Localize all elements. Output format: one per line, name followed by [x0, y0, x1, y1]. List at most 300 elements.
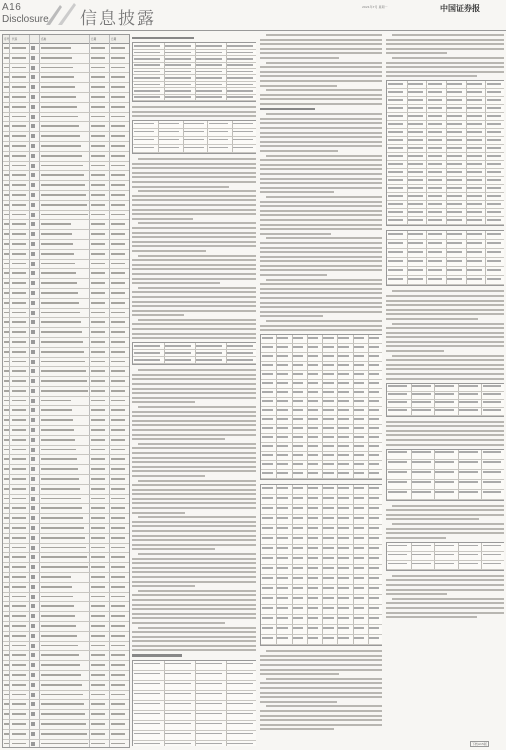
data-table	[386, 230, 504, 286]
text-line	[132, 328, 256, 330]
table-row	[3, 162, 129, 172]
text-line	[392, 505, 504, 507]
table-row	[3, 622, 129, 632]
text-line	[260, 141, 382, 143]
table-row	[387, 490, 504, 500]
text-line	[260, 242, 382, 244]
table-row	[3, 142, 129, 152]
table-row	[133, 711, 256, 721]
article-column-4	[386, 34, 504, 746]
table-row	[3, 544, 129, 554]
text-line	[386, 612, 504, 614]
data-table	[132, 120, 256, 154]
text-line	[386, 336, 504, 338]
text-line	[260, 182, 382, 184]
table-row	[3, 348, 129, 358]
text-line	[260, 48, 382, 50]
table-row	[387, 169, 504, 177]
table-row	[3, 103, 129, 113]
text-line	[260, 57, 339, 59]
section-heading	[132, 37, 194, 39]
text-line	[132, 245, 256, 247]
text-line	[132, 484, 256, 486]
table-row	[3, 406, 129, 416]
text-line	[386, 350, 444, 352]
data-table	[132, 660, 256, 746]
text-line	[386, 295, 504, 297]
text-line	[266, 155, 382, 157]
text-line	[386, 327, 504, 329]
table-row	[387, 552, 504, 561]
text-line	[386, 589, 504, 591]
text-line	[386, 341, 504, 343]
table-row	[261, 555, 382, 565]
table-row	[261, 505, 382, 515]
text-line	[132, 461, 256, 463]
text-line	[132, 310, 256, 312]
text-line	[260, 673, 339, 675]
table-row	[3, 73, 129, 83]
text-line	[392, 523, 504, 525]
text-line	[132, 232, 256, 234]
table-row	[3, 534, 129, 544]
table-row	[3, 671, 129, 681]
table-row	[387, 480, 504, 490]
text-line	[260, 103, 382, 105]
table-row	[3, 191, 129, 201]
text-line	[132, 392, 256, 394]
text-line	[266, 237, 382, 239]
table-row	[261, 434, 382, 443]
table-row	[133, 741, 256, 746]
text-line	[132, 301, 256, 303]
table-row	[3, 436, 129, 446]
text-line	[132, 489, 256, 491]
text-line	[132, 562, 256, 564]
text-line	[266, 196, 382, 198]
table-row	[261, 452, 382, 461]
table-row	[133, 137, 256, 145]
text-line	[132, 374, 256, 376]
text-line	[138, 443, 256, 445]
text-line	[260, 719, 382, 721]
text-line	[386, 300, 504, 302]
text-line	[132, 548, 215, 550]
text-line	[132, 539, 256, 541]
text-line	[386, 48, 504, 50]
text-line	[132, 438, 225, 440]
text-line	[260, 98, 382, 100]
text-line	[260, 127, 382, 129]
table-row	[387, 249, 504, 258]
text-line	[386, 425, 504, 427]
text-line	[132, 581, 256, 583]
text-line	[132, 502, 256, 504]
table-row	[387, 105, 504, 113]
text-line	[392, 355, 504, 357]
data-table	[386, 542, 504, 571]
table-row	[3, 426, 129, 436]
text-line	[260, 224, 382, 226]
text-line	[260, 669, 382, 671]
table-row	[3, 563, 129, 573]
text-line	[260, 201, 382, 203]
text-line	[132, 333, 256, 335]
text-line	[260, 118, 382, 120]
table-row	[387, 193, 504, 201]
text-line	[260, 75, 382, 77]
text-line	[260, 728, 334, 730]
text-line	[260, 256, 382, 258]
table-row	[133, 721, 256, 731]
table-row	[387, 276, 504, 285]
table-row	[387, 267, 504, 276]
table-row	[3, 387, 129, 397]
table-row	[3, 299, 129, 309]
text-line	[132, 397, 256, 399]
text-line	[132, 429, 256, 431]
table-row	[261, 416, 382, 425]
table-row	[261, 535, 382, 545]
text-line	[386, 378, 504, 380]
text-line	[132, 172, 256, 174]
text-line	[260, 302, 382, 304]
text-line	[266, 705, 382, 707]
table-row	[387, 97, 504, 105]
text-line	[260, 265, 382, 267]
text-line	[138, 158, 256, 160]
table-row	[3, 279, 129, 289]
text-line	[386, 518, 479, 520]
table-row	[3, 455, 129, 465]
table-row	[3, 269, 129, 279]
table-row	[387, 240, 504, 249]
table-row	[133, 661, 256, 671]
text-line	[386, 444, 504, 446]
text-line	[386, 593, 447, 595]
table-row	[387, 145, 504, 153]
text-line	[266, 34, 382, 36]
text-line	[132, 636, 256, 638]
table-row	[3, 338, 129, 348]
text-line	[138, 480, 256, 482]
table-row	[3, 524, 129, 534]
text-line	[260, 150, 338, 152]
text-line	[132, 535, 256, 537]
table-row	[3, 475, 129, 485]
table-row	[133, 731, 256, 741]
table-row	[261, 425, 382, 434]
table-row	[261, 461, 382, 470]
table-row	[261, 495, 382, 505]
table-row	[387, 89, 504, 97]
text-line	[260, 85, 337, 87]
text-line	[386, 345, 504, 347]
text-line	[260, 210, 382, 212]
table-row	[387, 400, 504, 408]
text-line	[132, 264, 256, 266]
text-line	[132, 337, 256, 339]
text-line	[132, 305, 256, 307]
table-row	[3, 122, 129, 132]
text-line	[260, 122, 382, 124]
text-line	[386, 579, 504, 581]
text-line	[392, 323, 504, 325]
text-line	[132, 498, 256, 500]
text-line	[132, 250, 206, 252]
text-line	[386, 532, 504, 534]
table-row	[387, 460, 504, 470]
text-line	[132, 296, 256, 298]
text-line	[386, 514, 504, 516]
text-line	[132, 475, 205, 477]
table-row	[3, 211, 129, 221]
text-line	[132, 493, 256, 495]
data-table	[260, 334, 382, 480]
table-row	[261, 335, 382, 344]
data-table	[386, 383, 504, 417]
table-row	[3, 260, 129, 270]
text-line	[260, 306, 382, 308]
text-line	[260, 329, 382, 331]
text-line	[260, 178, 382, 180]
table-row	[3, 661, 129, 671]
text-line	[260, 297, 382, 299]
text-line	[260, 701, 337, 703]
table-row	[387, 121, 504, 129]
text-line	[260, 325, 382, 327]
text-line	[132, 167, 256, 169]
text-line	[260, 274, 327, 276]
text-line	[132, 521, 256, 523]
text-line	[260, 80, 382, 82]
table-row	[387, 392, 504, 400]
text-line	[132, 631, 256, 633]
text-line	[132, 186, 229, 188]
text-line	[392, 598, 504, 600]
text-line	[260, 655, 382, 657]
text-line	[132, 241, 256, 243]
text-line	[260, 292, 382, 294]
table-row	[3, 93, 129, 103]
text-line	[260, 710, 382, 712]
table-row	[3, 495, 129, 505]
header-rule	[0, 30, 506, 31]
text-line	[132, 115, 256, 117]
text-line	[132, 411, 256, 413]
text-line	[386, 43, 504, 45]
table-row	[3, 514, 129, 524]
text-line	[260, 43, 382, 45]
table-row	[261, 398, 382, 407]
table-row	[3, 132, 129, 142]
text-line	[132, 613, 256, 615]
text-line	[260, 66, 382, 68]
table-row	[3, 710, 129, 720]
table-row	[387, 450, 504, 460]
text-line	[132, 457, 256, 459]
table-row	[3, 602, 129, 612]
table-row	[133, 121, 256, 129]
text-line	[260, 173, 382, 175]
text-line	[386, 421, 504, 423]
text-line	[260, 214, 382, 216]
text-line	[266, 113, 382, 115]
text-line	[132, 530, 256, 532]
table-row	[387, 161, 504, 169]
table-row	[133, 145, 256, 153]
data-table	[132, 342, 256, 365]
table-row	[133, 691, 256, 701]
page-number: A16	[2, 2, 22, 13]
text-line	[386, 313, 504, 315]
table-row	[3, 113, 129, 123]
text-line	[260, 687, 382, 689]
table-row	[261, 575, 382, 585]
table-row	[3, 485, 129, 495]
text-line	[138, 319, 256, 321]
text-line	[386, 373, 504, 375]
page-header	[0, 0, 506, 28]
table-row	[387, 231, 504, 240]
table-row	[261, 485, 382, 495]
table-row	[3, 367, 129, 377]
text-line	[132, 567, 256, 569]
text-line	[138, 516, 256, 518]
text-line	[260, 94, 382, 96]
table-row	[387, 185, 504, 193]
table-row	[3, 54, 129, 64]
table-row	[261, 615, 382, 625]
table-row	[387, 153, 504, 161]
text-line	[260, 311, 382, 313]
text-line	[386, 66, 504, 68]
section-heading	[260, 108, 315, 110]
text-line	[132, 608, 256, 610]
text-line	[132, 617, 256, 619]
text-line	[138, 590, 256, 592]
text-line	[132, 558, 256, 560]
table-row	[261, 595, 382, 605]
text-line	[260, 205, 382, 207]
table-row	[387, 113, 504, 121]
text-line	[132, 218, 193, 220]
table-row	[3, 309, 129, 319]
table-row	[3, 201, 129, 211]
text-line	[386, 359, 504, 361]
table-row	[387, 177, 504, 185]
text-line	[132, 640, 256, 642]
text-line	[386, 368, 504, 370]
text-line	[386, 509, 504, 511]
table-row	[3, 250, 129, 260]
table-row	[3, 651, 129, 661]
table-row	[3, 681, 129, 691]
table-row	[261, 371, 382, 380]
text-line	[260, 247, 382, 249]
text-line	[132, 622, 225, 624]
text-line	[260, 187, 382, 189]
text-line	[260, 288, 382, 290]
text-line	[132, 314, 184, 316]
table-row	[261, 344, 382, 353]
text-line	[132, 507, 256, 509]
text-line	[386, 584, 504, 586]
table-row	[3, 152, 129, 162]
text-line	[260, 659, 382, 661]
table-row	[387, 81, 504, 89]
text-line	[132, 291, 256, 293]
table-row	[3, 583, 129, 593]
text-line	[132, 424, 256, 426]
text-line	[386, 430, 504, 432]
table-row	[261, 389, 382, 398]
table-row	[3, 377, 129, 387]
table-row	[387, 408, 504, 416]
text-line	[386, 304, 504, 306]
text-line	[266, 650, 382, 652]
text-line	[260, 145, 382, 147]
table-row	[3, 465, 129, 475]
table-row	[261, 407, 382, 416]
table-row	[3, 612, 129, 622]
table-row	[387, 470, 504, 480]
table-row	[3, 64, 129, 74]
table-row	[133, 95, 256, 101]
table-row	[3, 171, 129, 181]
text-line	[392, 57, 504, 59]
text-line	[132, 213, 256, 215]
text-line	[386, 537, 446, 539]
text-line	[386, 71, 504, 73]
section-heading	[132, 654, 182, 656]
text-line	[260, 71, 382, 73]
text-line	[132, 273, 256, 275]
text-line	[386, 62, 504, 64]
table-row	[261, 443, 382, 452]
table-row	[3, 318, 129, 328]
text-line	[132, 163, 256, 165]
text-line	[132, 544, 256, 546]
text-line	[138, 627, 256, 629]
text-line	[386, 39, 504, 41]
table-row	[3, 220, 129, 230]
text-line	[260, 682, 382, 684]
table-row	[133, 350, 256, 357]
text-line	[386, 75, 477, 77]
table-row	[133, 129, 256, 137]
text-line	[260, 191, 334, 193]
table-row	[3, 642, 129, 652]
text-line	[132, 227, 256, 229]
text-line	[132, 420, 256, 422]
text-line	[260, 233, 331, 235]
table-row	[3, 181, 129, 191]
text-line	[260, 39, 382, 41]
table-row	[3, 553, 129, 563]
table-row	[261, 525, 382, 535]
section-name-english: Disclosure	[2, 14, 49, 25]
text-line	[132, 447, 256, 449]
text-line	[132, 388, 256, 390]
text-line	[260, 715, 382, 717]
newspaper-logo: 中国证券报	[440, 3, 480, 13]
text-line	[132, 383, 256, 385]
table-row	[133, 671, 256, 681]
data-table	[132, 42, 256, 102]
table-row	[261, 470, 382, 479]
text-line	[132, 466, 256, 468]
